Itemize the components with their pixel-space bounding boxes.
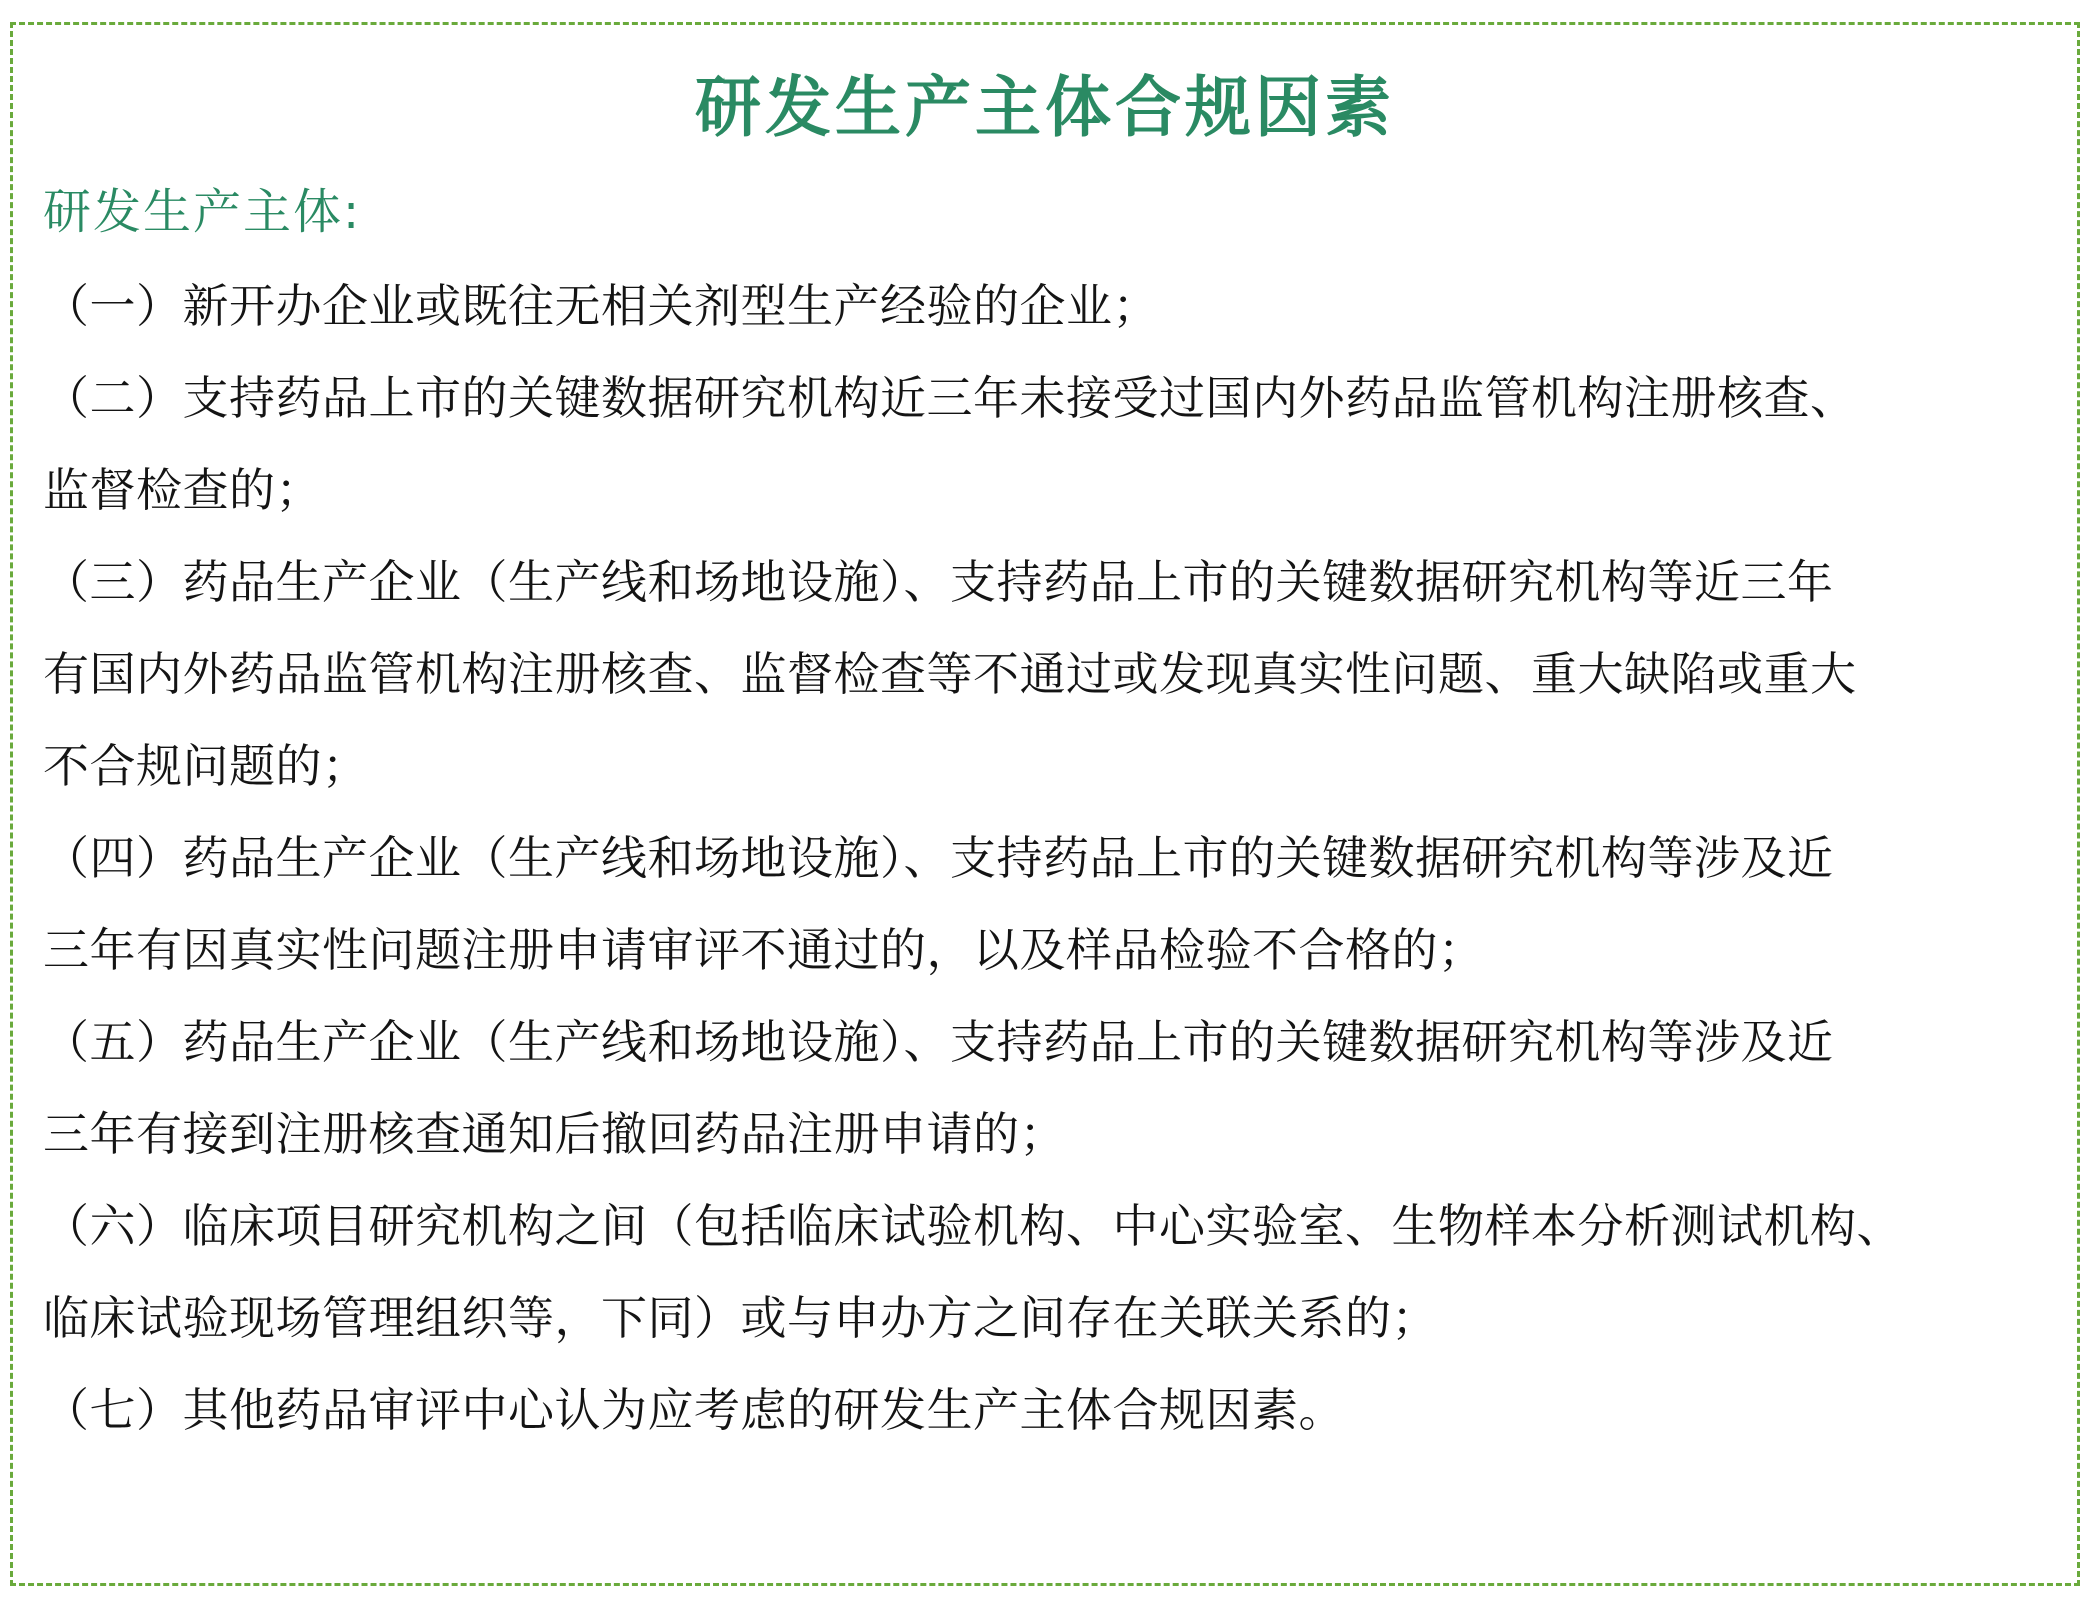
item-line: （二）支持药品上市的关键数据研究机构近三年未接受过国内外药品监管机构注册核查、 [43, 371, 1857, 425]
list-item [43, 996, 2043, 1180]
list-item [43, 260, 2043, 352]
item-line: 临床试验现场管理组织等，下同）或与申办方之间存在关联关系的； [43, 1291, 1438, 1345]
item-line: （七）其他药品审评中心认为应考虑的研发生产主体合规因素。 [43, 1383, 1345, 1437]
item-line: 三年有接到注册核查通知后撤回药品注册申请的； [43, 1107, 1066, 1161]
list-item [43, 812, 2043, 996]
list-item [43, 536, 2043, 812]
item-line: （五）药品生产企业（生产线和场地设施）、支持药品上市的关键数据研究机构等涉及近 [43, 1015, 1834, 1069]
section-subtitle: 研发生产主体: [43, 184, 362, 240]
item-line: 有国内外药品监管机构注册核查、监督检查等不通过或发现真实性问题、重大缺陷或重大 [43, 647, 1857, 701]
item-line: （六）临床项目研究机构之间（包括临床试验机构、中心实验室、生物样本分析测试机构、 [43, 1199, 1903, 1253]
item-line: （一）新开办企业或既往无相关剂型生产经验的企业； [43, 279, 1159, 333]
item-line: 监督检查的； [43, 463, 322, 517]
item-line: 不合规问题的； [43, 739, 369, 793]
item-line: （四）药品生产企业（生产线和场地设施）、支持药品上市的关键数据研究机构等涉及近 [43, 831, 1834, 885]
page-title: 研发生产主体合规因素 [695, 69, 1395, 146]
list-item [43, 1180, 2043, 1364]
item-line: （三）药品生产企业（生产线和场地设施）、支持药品上市的关键数据研究机构等近三年 [43, 555, 1834, 609]
list-item [43, 1364, 2043, 1456]
item-line: 三年有因真实性问题注册申请审评不通过的，以及样品检验不合格的； [43, 923, 1485, 977]
criteria-list [43, 260, 2043, 1456]
list-item [43, 352, 2043, 536]
